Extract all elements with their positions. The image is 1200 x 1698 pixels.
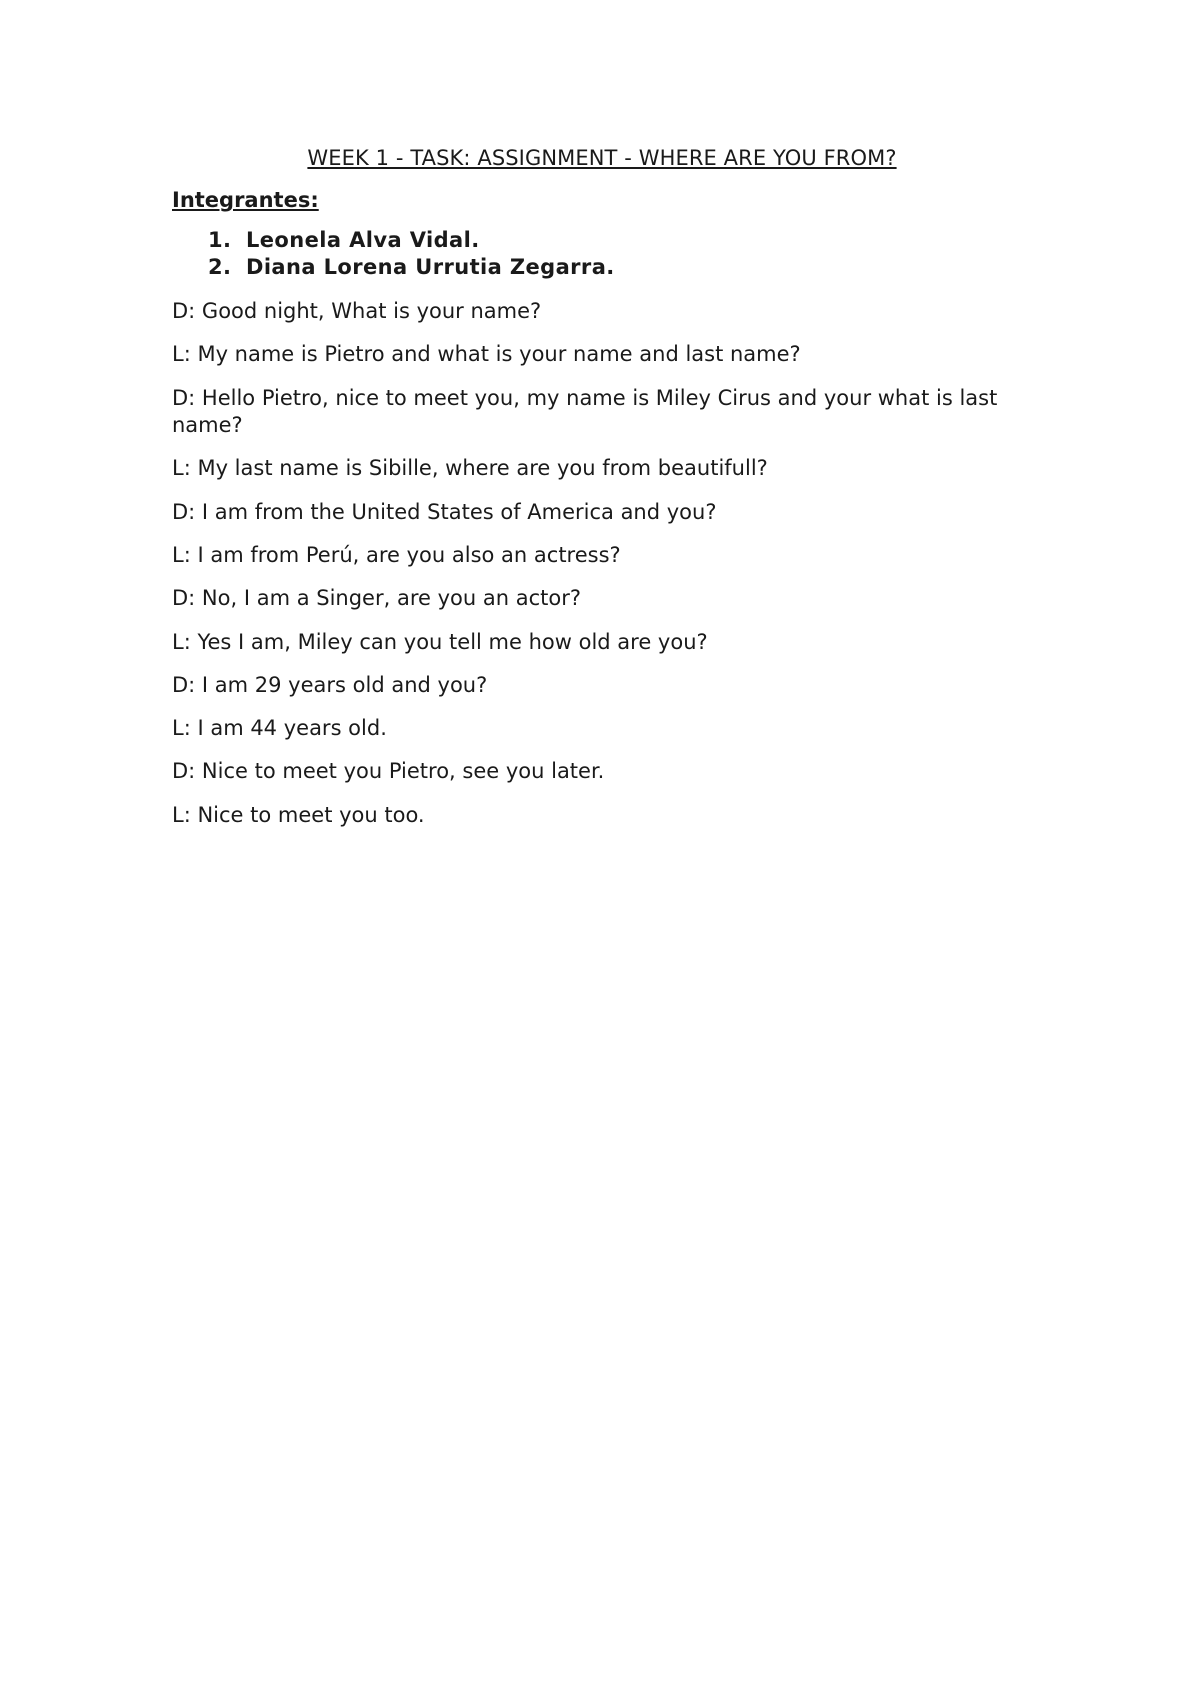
member-name: Leonela Alva Vidal.: [246, 227, 480, 252]
dialogue: [172, 298, 1032, 829]
dialogue-line: D: I am 29 years old and you?: [172, 672, 488, 697]
dialogue-line: L: Nice to meet you too.: [172, 802, 425, 827]
dialogue-line: D: Nice to meet you Pietro, see you later.: [172, 759, 605, 784]
member-item: [208, 227, 1032, 254]
members-heading: Integrantes:: [172, 188, 319, 213]
dialogue-line: D: No, I am a Singer, are you an actor?: [172, 586, 581, 611]
dialogue-line: D: Hello Pietro, nice to meet you, my name is Miley Cirus and your what is last name?: [172, 385, 998, 438]
dialogue-line: L: I am from Perú, are you also an actress?: [172, 542, 621, 567]
dialogue-line: D: Good night, What is your name?: [172, 299, 542, 324]
member-number: 2.: [208, 254, 232, 279]
member-item: [208, 254, 1032, 281]
dialogue-line: L: I am 44 years old.: [172, 716, 387, 741]
dialogue-line: L: Yes I am, Miley can you tell me how old are you?: [172, 629, 708, 654]
dialogue-line: D: I am from the United States of America and you?: [172, 499, 717, 524]
document-body: [172, 145, 1032, 845]
dialogue-line: L: My name is Pietro and what is your name and last name?: [172, 342, 801, 367]
document-title: WEEK 1 - TASK: ASSIGNMENT - WHERE ARE YOU FROM?: [307, 146, 897, 170]
member-name: Diana Lorena Urrutia Zegarra.: [246, 254, 615, 279]
dialogue-line: L: My last name is Sibille, where are you from beautifull?: [172, 456, 768, 481]
member-number: 1.: [208, 227, 232, 252]
members-list: [172, 227, 1032, 282]
